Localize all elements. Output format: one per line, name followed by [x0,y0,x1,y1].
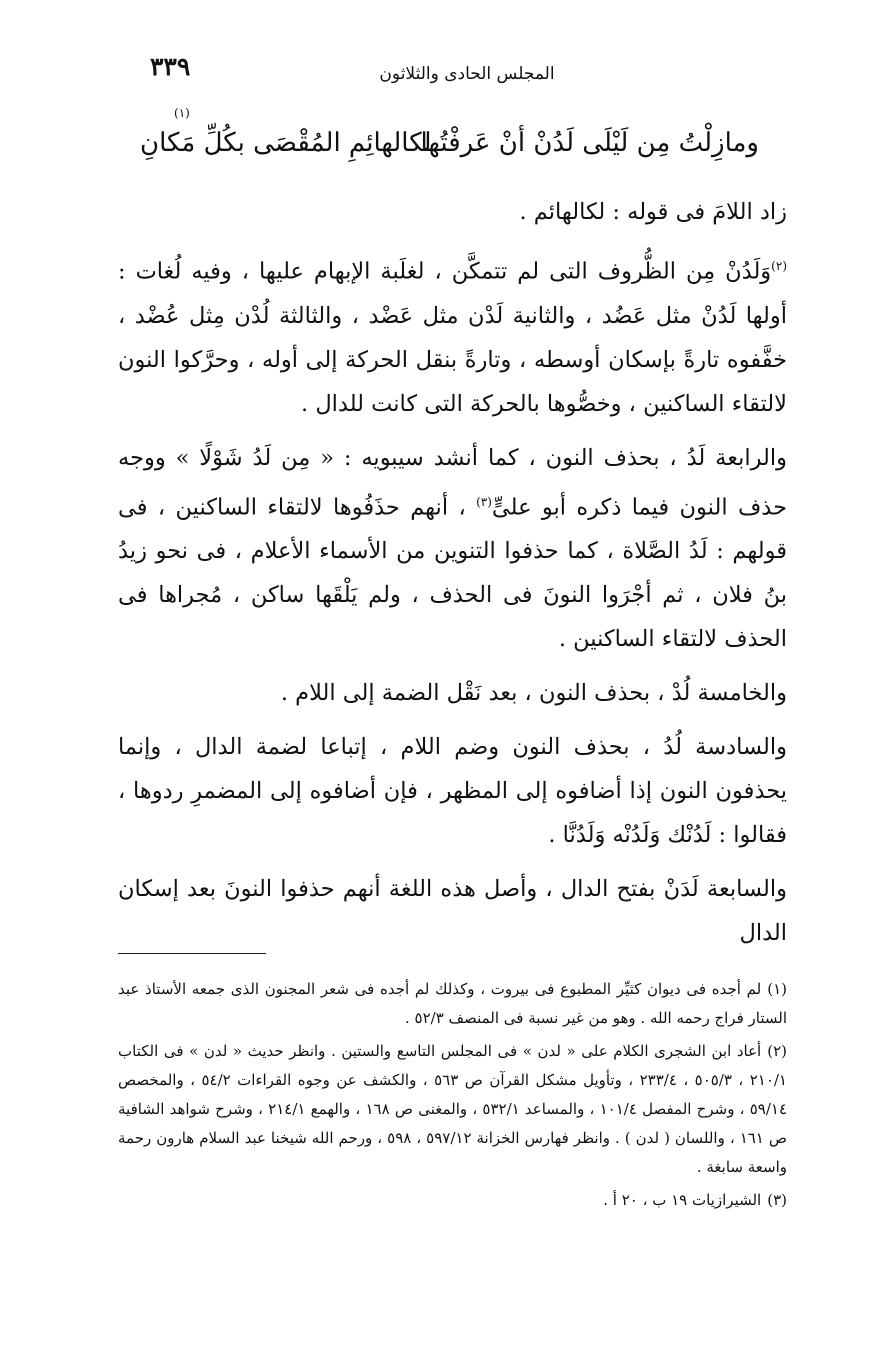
footnote-text: الشيرازيات ١٩ ب ، ٢٠ أ . [603,1191,762,1209]
verse-first-hemistich: ومازِلْتُ مِن لَيْلَى لَدُنْ أنْ عَرفْتُها [420,128,759,158]
paragraph [118,436,787,662]
footnote-ref-1: (١) [174,106,190,120]
paragraph [118,244,787,426]
paragraph-text: وَلَدُنْ مِن الظُّروف التى لم تتمكَّن ، لغلَبة الإبهام عليها ، وفيه لُغات : أولها لَدُنْ مثل عَضُد ، والثانية لَدْن مثل عَضْد ، والثالثة لُدْن مِثل عُضْد ، خفَّفوه تارةً بإسكان أوسطه ، وتارةً بنقل الحركة إلى أوله ، وحرَّكوا النون لالتقاء الساكنين ، وخصُّوها بالحركة التى كانت للدال . [118,258,787,417]
paragraph-text: والسادسة لُدُ ، بحذف النون وضم اللام ، إتباعا لضمة الدال ، وإنما يحذفون النون إذا أضافوه إلى المظهر ، فإن أضافوه إلى المضمرِ ردوها ، فقالوا : لَدُنْك وَلَدُنْه وَلَدُنَّا . [118,734,787,848]
footnote-ref-2: (٢) [771,259,787,273]
footnote-separator [118,953,266,954]
footnote [118,975,787,1033]
paragraph-text: زاد اللامَ فى قوله : لكالهائم . [519,199,787,225]
page-header [150,52,784,96]
paragraph [118,867,787,955]
footnote-text: أعاد ابن الشجرى الكلام على « لدن » فى المجلس التاسع والستين . وانظر حديث « لدن » فى الكتاب ٢١٠/١ ، ٥٠٥/٣ ، ٢٣٣/٤ ، وتأويل مشكل القرآن ص ٥٦٣ ، والكشف عن وجوه القراءات ٥٤/٢ ، والمخصص ٥٩/١٤ ، وشرح المفصل ١٠١/٤ ، والمساعد ٥٣٢/١ ، والمغنى ص ١٦٨ ، والهمع ٢١٤/١ ، وشرح شواهد الشافية ص ١٦١ ، واللسان ( لدن ) . وانظر فهارس الخزانة ٥٩٧/١٢ ، ٥٩٨ ، ورحم الله شيخنا عبد السلام هارون رحمة واسعة سابغة . [118,1042,787,1176]
footnote [118,1186,787,1215]
paragraph [118,190,787,234]
poetry-verse [140,106,759,174]
paragraph-text: والسابعة لَدَنْ بفتح الدال ، وأصل هذه اللغة أنهم حذفوا النونَ بعد إسكان الدال [118,876,787,946]
footnote-text: لم أجده فى ديوان كثيِّر المطبوع فى بيروت ، وكذلك لم أجده فى شعر المجنون الذى جمعه الأستاذ عبد الستار فراج رحمه الله . وهو من غير نسبة فى المنصف ٥٢/٣ . [118,980,787,1027]
paragraph-text: ، أنهم حذَفُوها لالتقاء الساكنين ، فى قولهم : لَدُ الصَّلاة ، كما حذفوا التنوين من الأسماء الأعلام ، فى نحو زيدُ بنُ فلان ، ثم أجْرَوا النونَ فى الحذف ، ولم يَلْقَها ساكن ، مُجراها فى الحذف لالتقاء الساكنين . [118,494,787,652]
paragraph-text: والخامسة لُدْ ، بحذف النون ، بعد نَقْل الضمة إلى اللام . [280,680,787,706]
footnote-label: (٢) [767,1042,787,1060]
paragraph-text: والرابعة لَدُ ، بحذف النون ، كما أنشد سيبويه : « مِن لَدُ شَوْلًا » ووجه حذف النون فيما ذكره أبو علىٍّ [118,444,787,520]
footnotes [118,975,787,1219]
footnote [118,1037,787,1182]
main-text [118,190,787,965]
footnote-label: (١) [767,980,787,998]
verse-second-hemistich: لكالهائِمِ المُقْصَى بكُلِّ مَكانِ [140,128,432,158]
footnote-label: (٣) [767,1191,787,1209]
page-number: ٣٣٩ [150,52,191,81]
footnote-ref-3: (٣) [476,494,492,509]
paragraph [118,725,787,857]
running-title: المجلس الحادى والثلاثون [379,64,555,84]
paragraph [118,671,787,715]
